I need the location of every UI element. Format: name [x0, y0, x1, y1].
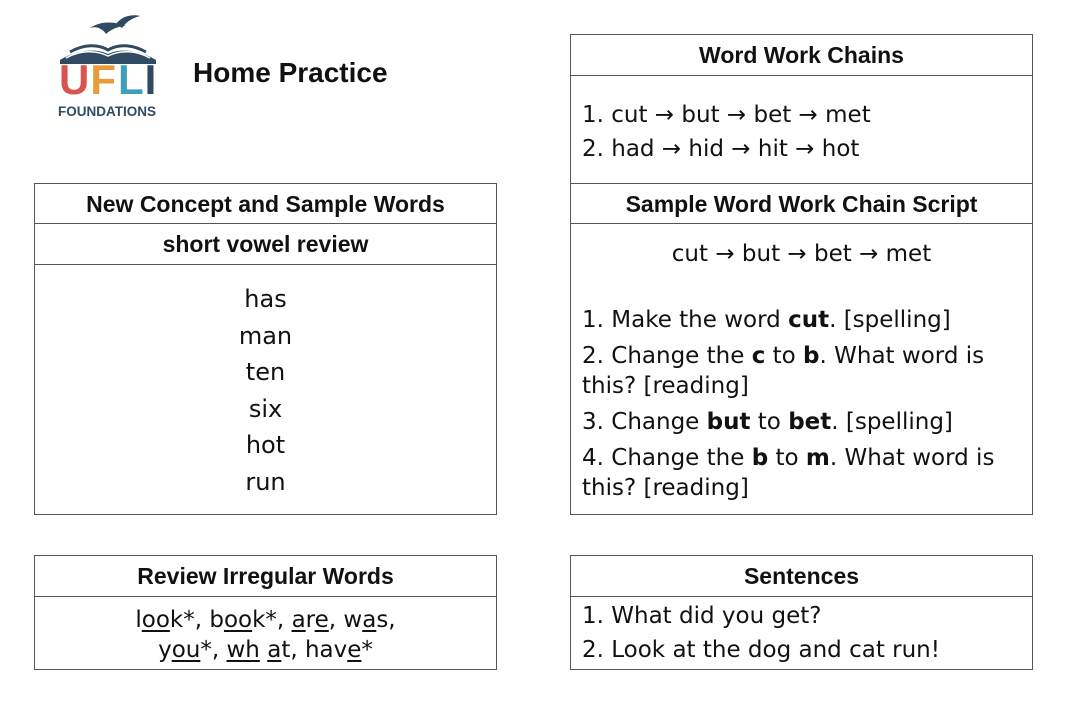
irregular-line-2: you*, wh at, have*: [158, 637, 373, 663]
ufli-logo: [56, 14, 160, 126]
word-work-chains-box: [570, 34, 1033, 184]
logo-subtitle: FOUNDATIONS: [58, 104, 156, 119]
logo-letter: U: [59, 56, 90, 103]
sample-script-box: [570, 183, 1033, 515]
logo-letter: L: [118, 56, 144, 103]
sample-word: ten: [245, 358, 286, 386]
page-title: Home Practice: [193, 57, 388, 88]
logo-letter: I: [144, 56, 157, 103]
script-step: 2. Change the c to b. What word is this? [reading]: [582, 343, 985, 399]
sample-word: man: [238, 321, 293, 350]
script-step: 4. Change the b to m. What word is this? [reading]: [582, 445, 995, 501]
script-step: 3. Change but to bet. [spelling]: [582, 409, 953, 435]
new-concept-title: New Concept and Sample Words: [35, 184, 496, 224]
irregular-line-1: look*, book*, are, was,: [135, 607, 396, 633]
sample-word: six: [248, 394, 283, 423]
irregular-words: [35, 597, 496, 665]
sentence: 1. What did you get?: [582, 603, 822, 629]
word-chain: 2. had → hid → hit → hot: [582, 136, 860, 162]
sample-word: has: [244, 285, 287, 313]
sentences-title: Sentences: [571, 556, 1032, 597]
chains-list: [571, 76, 1032, 166]
sample-chain: cut → but → bet → met: [671, 241, 932, 267]
script-step: 1. Make the word cut. [spelling]: [582, 307, 951, 333]
sample-word: run: [245, 467, 286, 496]
script-steps: [571, 271, 1032, 503]
sample-words-list: [35, 265, 496, 500]
word-chain: 1. cut → but → bet → met: [582, 102, 871, 128]
new-concept-box: [34, 183, 497, 515]
logo-letter: F: [90, 56, 116, 103]
sentences-list: [571, 597, 1032, 667]
irregular-words-box: [34, 555, 497, 670]
concept-name: short vowel review: [35, 224, 496, 265]
sentence: 2. Look at the dog and cat run!: [582, 637, 940, 663]
logo-letters: [59, 58, 159, 102]
word-work-chains-title: Word Work Chains: [571, 35, 1032, 76]
sample-script-title: Sample Word Work Chain Script: [571, 184, 1032, 224]
sample-word: hot: [245, 431, 286, 459]
irregular-words-title: Review Irregular Words: [35, 556, 496, 597]
sentences-box: [570, 555, 1033, 670]
